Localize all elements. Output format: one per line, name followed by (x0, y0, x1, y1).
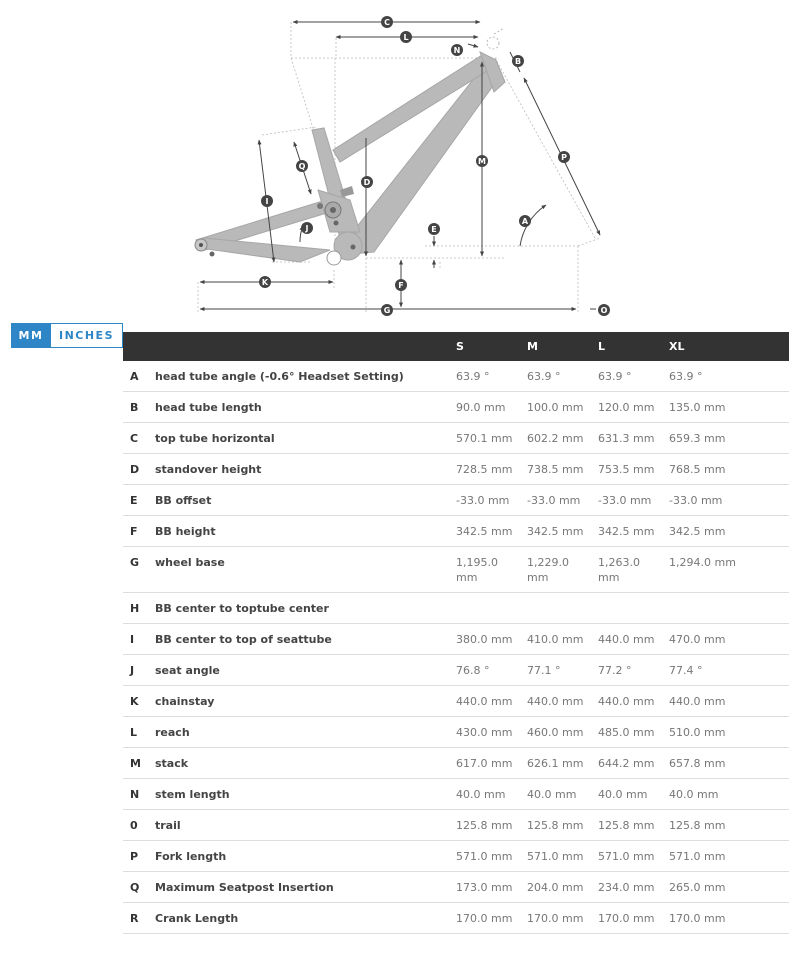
table-row (123, 779, 789, 810)
row-value: 77.1 ° (527, 655, 598, 686)
row-value: 380.0 mm (456, 624, 527, 655)
row-letter: P (123, 841, 155, 872)
row-label: reach (155, 717, 456, 748)
row-letter: C (123, 423, 155, 454)
table-row (123, 903, 789, 934)
row-value: 410.0 mm (527, 624, 598, 655)
dimension-badge-label: F (398, 281, 404, 290)
row-value: 63.9 ° (669, 361, 789, 392)
row-value: 342.5 mm (669, 516, 789, 547)
row-value: 659.3 mm (669, 423, 789, 454)
row-value: 77.4 ° (669, 655, 789, 686)
size-header-l: L (598, 340, 606, 353)
header-letter (123, 332, 155, 361)
row-letter: L (123, 717, 155, 748)
dimension-badge (301, 222, 313, 234)
unit-toggle (11, 323, 123, 348)
row-value: 40.0 mm (456, 779, 527, 810)
row-label: head tube length (155, 392, 456, 423)
table-header-row (123, 332, 789, 361)
row-letter: B (123, 392, 155, 423)
row-letter: K (123, 686, 155, 717)
row-value: 40.0 mm (598, 779, 669, 810)
row-label: BB center to top of seattube (155, 624, 456, 655)
row-value: 63.9 ° (598, 361, 669, 392)
row-label: standover height (155, 454, 456, 485)
size-header-xl: XL (669, 340, 685, 353)
row-label: BB center to toptube center (155, 593, 456, 624)
row-value (598, 593, 669, 624)
row-value: 631.3 mm (598, 423, 669, 454)
row-value: 440.0 mm (527, 686, 598, 717)
table-row (123, 423, 789, 454)
row-value: 170.0 mm (527, 903, 598, 934)
row-letter: G (123, 547, 155, 593)
dimension-badge (451, 44, 463, 56)
mm-unit-button[interactable]: MM (11, 323, 51, 348)
table-row (123, 810, 789, 841)
row-value: 440.0 mm (456, 686, 527, 717)
dimension-badge (395, 279, 407, 291)
dimension-badge-label: O (600, 306, 608, 315)
row-value: 602.2 mm (527, 423, 598, 454)
dimension-badge-label: I (265, 197, 269, 206)
dimension-badge (428, 223, 440, 235)
dimension-badge-label: D (363, 178, 371, 187)
table-row (123, 593, 789, 624)
dimension-badge (476, 155, 488, 167)
dimension-badge-label: B (514, 57, 522, 66)
row-value: 470.0 mm (669, 624, 789, 655)
dimension-badge (558, 151, 570, 163)
dimension-badge-label: P (561, 153, 567, 162)
row-value: 485.0 mm (598, 717, 669, 748)
construction-lines (198, 22, 600, 312)
row-value: 440.0 mm (598, 686, 669, 717)
row-value: 120.0 mm (598, 392, 669, 423)
geometry-table (123, 332, 789, 934)
row-value: 100.0 mm (527, 392, 598, 423)
row-value: 571.0 mm (598, 841, 669, 872)
dimension-badge (296, 160, 308, 172)
row-value: 644.2 mm (598, 748, 669, 779)
table-row (123, 655, 789, 686)
row-value: 63.9 ° (527, 361, 598, 392)
row-value: 204.0 mm (527, 872, 598, 903)
row-letter: M (123, 748, 155, 779)
row-value: 342.5 mm (527, 516, 598, 547)
inches-unit-button[interactable]: INCHES (51, 323, 123, 348)
dimension-badge (519, 215, 531, 227)
row-value: 170.0 mm (456, 903, 527, 934)
row-label: head tube angle (-0.6° Headset Setting) (155, 361, 456, 392)
row-value: 76.8 ° (456, 655, 527, 686)
row-label: Maximum Seatpost Insertion (155, 872, 456, 903)
dimension-badge (598, 304, 610, 316)
dimension-badge-label: J (305, 224, 309, 233)
row-letter: H (123, 593, 155, 624)
row-letter: N (123, 779, 155, 810)
table-row (123, 717, 789, 748)
row-value: -33.0 mm (527, 485, 598, 516)
row-value: 1,195.0 mm (456, 547, 527, 593)
row-value (527, 593, 598, 624)
row-letter: Q (123, 872, 155, 903)
dimension-badge (381, 304, 393, 316)
dimension-badge-label: E (431, 225, 437, 234)
row-value: 728.5 mm (456, 454, 527, 485)
row-value (669, 593, 789, 624)
row-value: 342.5 mm (456, 516, 527, 547)
row-value: 125.8 mm (669, 810, 789, 841)
row-value: -33.0 mm (456, 485, 527, 516)
table-row (123, 547, 789, 593)
table-row (123, 686, 789, 717)
dimension-badge-label: Q (298, 162, 306, 171)
row-label: BB height (155, 516, 456, 547)
row-value: 125.8 mm (527, 810, 598, 841)
row-value: 510.0 mm (669, 717, 789, 748)
row-letter: J (123, 655, 155, 686)
dimension-badge (512, 55, 524, 67)
row-letter: A (123, 361, 155, 392)
row-label: top tube horizontal (155, 423, 456, 454)
row-label: seat angle (155, 655, 456, 686)
dimension-badge-label: L (403, 33, 409, 42)
row-letter: R (123, 903, 155, 934)
table-row (123, 841, 789, 872)
dimension-lines (200, 22, 600, 309)
table-row (123, 624, 789, 655)
table-row (123, 454, 789, 485)
row-value: 753.5 mm (598, 454, 669, 485)
row-value: 617.0 mm (456, 748, 527, 779)
row-value: 571.0 mm (669, 841, 789, 872)
row-label: BB offset (155, 485, 456, 516)
row-label: Fork length (155, 841, 456, 872)
row-value: 570.1 mm (456, 423, 527, 454)
header-label (155, 332, 456, 361)
table-row (123, 748, 789, 779)
row-letter: F (123, 516, 155, 547)
row-value: 1,229.0 mm (527, 547, 598, 593)
row-value: -33.0 mm (598, 485, 669, 516)
dimension-badge-label: K (261, 278, 269, 287)
row-value: 1,294.0 mm (669, 547, 789, 593)
geometry-diagram (0, 0, 800, 322)
row-value: 571.0 mm (527, 841, 598, 872)
row-value: 440.0 mm (669, 686, 789, 717)
row-value: 90.0 mm (456, 392, 527, 423)
row-letter: I (123, 624, 155, 655)
row-value: 125.8 mm (598, 810, 669, 841)
row-label: Crank Length (155, 903, 456, 934)
row-value (456, 593, 527, 624)
row-label: trail (155, 810, 456, 841)
dimension-badge-label: C (384, 18, 390, 27)
dimension-badge (400, 31, 412, 43)
row-value: 460.0 mm (527, 717, 598, 748)
dimension-badge-label: N (453, 46, 461, 55)
row-value: 63.9 ° (456, 361, 527, 392)
dimension-badge-label: M (478, 157, 486, 166)
table-row (123, 392, 789, 423)
row-value: 430.0 mm (456, 717, 527, 748)
row-value: 77.2 ° (598, 655, 669, 686)
row-value: 657.8 mm (669, 748, 789, 779)
row-value: 768.5 mm (669, 454, 789, 485)
row-letter: D (123, 454, 155, 485)
row-value: 440.0 mm (598, 624, 669, 655)
dimension-badge-label: G (383, 306, 391, 315)
row-value: 40.0 mm (527, 779, 598, 810)
row-value: 135.0 mm (669, 392, 789, 423)
size-header-s: S (456, 340, 464, 353)
row-value: 170.0 mm (598, 903, 669, 934)
row-value: 626.1 mm (527, 748, 598, 779)
dimension-badge (259, 276, 271, 288)
table-row (123, 361, 789, 392)
dimension-badge (261, 195, 273, 207)
dimension-badge-label: A (521, 217, 529, 226)
row-value: 1,263.0 mm (598, 547, 669, 593)
row-value: -33.0 mm (669, 485, 789, 516)
row-value: 125.8 mm (456, 810, 527, 841)
table-row (123, 516, 789, 547)
table-row (123, 872, 789, 903)
row-value: 571.0 mm (456, 841, 527, 872)
row-label: chainstay (155, 686, 456, 717)
row-label: stack (155, 748, 456, 779)
row-letter: E (123, 485, 155, 516)
row-value: 738.5 mm (527, 454, 598, 485)
row-value: 265.0 mm (669, 872, 789, 903)
row-value: 40.0 mm (669, 779, 789, 810)
stem-sketch (487, 28, 504, 49)
row-label: stem length (155, 779, 456, 810)
bike-frame (196, 52, 505, 262)
row-value: 173.0 mm (456, 872, 527, 903)
row-value: 234.0 mm (598, 872, 669, 903)
row-label: wheel base (155, 547, 456, 593)
row-letter: 0 (123, 810, 155, 841)
size-header-m: M (527, 340, 538, 353)
dimension-badge (361, 176, 373, 188)
table-body (123, 361, 789, 934)
dimension-badge (381, 16, 393, 28)
row-value: 342.5 mm (598, 516, 669, 547)
table-row (123, 485, 789, 516)
row-value: 170.0 mm (669, 903, 789, 934)
